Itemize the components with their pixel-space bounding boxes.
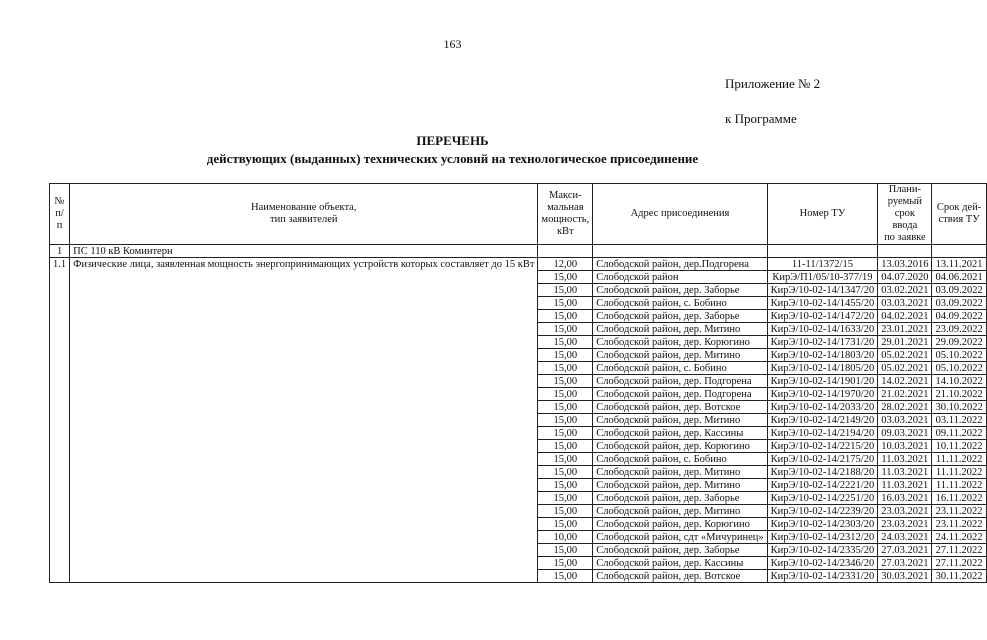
address-cell: Слободской район, дер. Вотское: [593, 570, 767, 583]
validity-date-cell: 29.09.2022: [932, 336, 986, 349]
validity-date-cell: 04.06.2021: [932, 271, 986, 284]
validity-date-cell: 11.11.2022: [932, 453, 986, 466]
power-cell: 15,00: [538, 570, 593, 583]
power-cell: 15,00: [538, 349, 593, 362]
validity-date-cell: 10.11.2022: [932, 440, 986, 453]
tu-number-cell: КирЭ/10-02-14/1970/20: [767, 388, 878, 401]
planned-date-cell: 23.03.2021: [878, 518, 932, 531]
tu-number-cell: КирЭ/10-02-14/1803/20: [767, 349, 878, 362]
address-cell: Слободской район, дер. Митино: [593, 349, 767, 362]
address-cell: Слободской район, дер.Подгорена: [593, 258, 767, 271]
validity-date-cell: 30.10.2022: [932, 401, 986, 414]
power-cell: 15,00: [538, 323, 593, 336]
address-cell: Слободской район, дер. Митино: [593, 323, 767, 336]
empty-cell: [767, 245, 878, 258]
document-subtitle: действующих (выданных) технических условий на технологическое присоединение: [206, 151, 699, 166]
header-planned-line: Плани-: [888, 184, 921, 195]
planned-date-cell: 23.01.2021: [878, 323, 932, 336]
planned-date-cell: 10.03.2021: [878, 440, 932, 453]
address-cell: Слободской район, дер. Вотское: [593, 401, 767, 414]
planned-date-cell: 27.03.2021: [878, 544, 932, 557]
group-num: 1.1: [50, 258, 70, 583]
power-cell: 15,00: [538, 440, 593, 453]
tu-number-cell: КирЭ/10-02-14/2033/20: [767, 401, 878, 414]
address-cell: Слободской район, дер. Митино: [593, 414, 767, 427]
appendix-label: Приложение № 2: [725, 76, 821, 91]
tu-number-cell: 11-11/1372/15: [767, 258, 878, 271]
header-num-line: №: [54, 196, 65, 207]
address-cell: Слободской район, дер. Заборье: [593, 544, 767, 557]
address-cell: Слободской район, дер. Подгорена: [593, 388, 767, 401]
tu-number-cell: КирЭ/10-02-14/1633/20: [767, 323, 878, 336]
header-validity-line: ствия ТУ: [938, 214, 980, 225]
power-cell: 15,00: [538, 310, 593, 323]
power-cell: 15,00: [538, 557, 593, 570]
address-cell: Слободской район: [593, 271, 767, 284]
planned-date-cell: 04.07.2020: [878, 271, 932, 284]
header-planned-date: [878, 184, 932, 245]
power-cell: 15,00: [538, 375, 593, 388]
tu-number-cell: КирЭ/10-02-14/2335/20: [767, 544, 878, 557]
validity-date-cell: 13.11.2021: [932, 258, 986, 271]
header-tu-number: Номер ТУ: [767, 184, 878, 245]
validity-date-cell: 03.09.2022: [932, 297, 986, 310]
address-cell: Слободской район, дер. Заборье: [593, 284, 767, 297]
tu-number-cell: КирЭ/10-02-14/2215/20: [767, 440, 878, 453]
header-planned-line: срок ввода: [892, 208, 918, 231]
header-name-line: Наименование объекта,: [251, 202, 357, 213]
planned-date-cell: 03.03.2021: [878, 297, 932, 310]
header-power-line: Макси-: [549, 190, 582, 201]
tu-number-cell: КирЭ/10-02-14/1347/20: [767, 284, 878, 297]
planned-date-cell: 05.02.2021: [878, 362, 932, 375]
planned-date-cell: 09.03.2021: [878, 427, 932, 440]
tu-number-cell: КирЭ/10-02-14/2251/20: [767, 492, 878, 505]
planned-date-cell: 28.02.2021: [878, 401, 932, 414]
address-cell: Слободской район, с. Бобино: [593, 362, 767, 375]
address-cell: Слободской район, дер. Подгорена: [593, 375, 767, 388]
validity-date-cell: 16.11.2022: [932, 492, 986, 505]
power-cell: 15,00: [538, 492, 593, 505]
power-cell: 10,00: [538, 531, 593, 544]
validity-date-cell: 03.09.2022: [932, 284, 986, 297]
power-cell: 15,00: [538, 297, 593, 310]
validity-date-cell: 27.11.2022: [932, 557, 986, 570]
planned-date-cell: 03.03.2021: [878, 414, 932, 427]
header-validity: [932, 184, 986, 245]
address-cell: Слободской район, дер. Заборье: [593, 310, 767, 323]
header-num-line: п/п: [55, 208, 64, 231]
tu-number-cell: КирЭ/10-02-14/2312/20: [767, 531, 878, 544]
power-cell: 15,00: [538, 518, 593, 531]
power-cell: 15,00: [538, 479, 593, 492]
header-planned-line: руемый: [887, 196, 922, 207]
tu-number-cell: КирЭ/10-02-14/2175/20: [767, 453, 878, 466]
planned-date-cell: 27.03.2021: [878, 557, 932, 570]
address-cell: Слободской район, дер. Корюгино: [593, 440, 767, 453]
power-cell: 15,00: [538, 284, 593, 297]
planned-date-cell: 04.02.2021: [878, 310, 932, 323]
address-cell: Слободской район, дер. Кассины: [593, 557, 767, 570]
power-cell: 15,00: [538, 336, 593, 349]
tu-number-cell: КирЭ/10-02-14/1731/20: [767, 336, 878, 349]
address-cell: Слободской район, дер. Митино: [593, 479, 767, 492]
header-power: [538, 184, 593, 245]
power-cell: 15,00: [538, 401, 593, 414]
validity-date-cell: 04.09.2022: [932, 310, 986, 323]
planned-date-cell: 11.03.2021: [878, 453, 932, 466]
power-cell: 15,00: [538, 362, 593, 375]
address-cell: Слободской район, с. Бобино: [593, 297, 767, 310]
group-name: Физические лица, заявленная мощность энергопринимающих устройств которых составляет до 15 кВт: [70, 258, 538, 583]
power-cell: 15,00: [538, 453, 593, 466]
planned-date-cell: 05.02.2021: [878, 349, 932, 362]
address-cell: Слободской район, дер. Корюгино: [593, 518, 767, 531]
section-row: [50, 245, 987, 258]
tu-registry-table: [49, 183, 987, 583]
document-title: ПЕРЕЧЕНЬ: [416, 133, 489, 148]
address-cell: Слободской район, сдт «Мичуринец»: [593, 531, 767, 544]
address-cell: Слободской район, с. Бобино: [593, 453, 767, 466]
address-cell: Слободской район, дер. Корюгино: [593, 336, 767, 349]
header-num: [50, 184, 70, 245]
header-name: [70, 184, 538, 245]
tu-number-cell: КирЭ/10-02-14/1901/20: [767, 375, 878, 388]
address-cell: Слободской район, дер. Заборье: [593, 492, 767, 505]
planned-date-cell: 11.03.2021: [878, 479, 932, 492]
power-cell: 15,00: [538, 427, 593, 440]
empty-cell: [593, 245, 767, 258]
power-cell: 15,00: [538, 388, 593, 401]
tu-number-cell: КирЭ/10-02-14/2303/20: [767, 518, 878, 531]
tu-number-cell: КирЭ/10-02-14/1805/20: [767, 362, 878, 375]
validity-date-cell: 03.11.2022: [932, 414, 986, 427]
power-cell: 12,00: [538, 258, 593, 271]
address-cell: Слободской район, дер. Митино: [593, 505, 767, 518]
section-title: ПС 110 кВ Коминтерн: [70, 245, 538, 258]
tu-number-cell: КирЭ/10-02-14/2149/20: [767, 414, 878, 427]
address-cell: Слободской район, дер. Митино: [593, 466, 767, 479]
address-cell: Слободской район, дер. Кассины: [593, 427, 767, 440]
validity-date-cell: 27.11.2022: [932, 544, 986, 557]
table-row: [50, 258, 987, 271]
power-cell: 15,00: [538, 505, 593, 518]
empty-cell: [932, 245, 986, 258]
validity-date-cell: 11.11.2022: [932, 466, 986, 479]
power-cell: 15,00: [538, 466, 593, 479]
validity-date-cell: 24.11.2022: [932, 531, 986, 544]
header-power-line: мощность,: [541, 214, 590, 225]
power-cell: 15,00: [538, 544, 593, 557]
planned-date-cell: 14.02.2021: [878, 375, 932, 388]
planned-date-cell: 13.03.2016: [878, 258, 932, 271]
tu-number-cell: КирЭ/10-02-14/2331/20: [767, 570, 878, 583]
planned-date-cell: 03.02.2021: [878, 284, 932, 297]
planned-date-cell: 21.02.2021: [878, 388, 932, 401]
tu-number-cell: КирЭ/10-02-14/2188/20: [767, 466, 878, 479]
power-cell: 15,00: [538, 271, 593, 284]
validity-date-cell: 11.11.2022: [932, 479, 986, 492]
tu-number-cell: КирЭ/10-02-14/1455/20: [767, 297, 878, 310]
tu-number-cell: КирЭ/10-02-14/2239/20: [767, 505, 878, 518]
header-planned-line: по заявке: [884, 232, 926, 243]
header-power-line: кВт: [556, 226, 574, 237]
header-power-line: мальная: [547, 202, 584, 213]
planned-date-cell: 16.03.2021: [878, 492, 932, 505]
planned-date-cell: 11.03.2021: [878, 466, 932, 479]
validity-date-cell: 05.10.2022: [932, 362, 986, 375]
validity-date-cell: 30.11.2022: [932, 570, 986, 583]
empty-cell: [878, 245, 932, 258]
validity-date-cell: 14.10.2022: [932, 375, 986, 388]
validity-date-cell: 23.09.2022: [932, 323, 986, 336]
page-number: 163: [443, 37, 462, 51]
tu-number-cell: КирЭ/10-02-14/2221/20: [767, 479, 878, 492]
tu-number-cell: КирЭ/10-02-14/2194/20: [767, 427, 878, 440]
validity-date-cell: 09.11.2022: [932, 427, 986, 440]
empty-cell: [538, 245, 593, 258]
validity-date-cell: 23.11.2022: [932, 518, 986, 531]
header-validity-line: Срок дей-: [936, 202, 982, 213]
planned-date-cell: 30.03.2021: [878, 570, 932, 583]
program-label: к Программе: [725, 111, 797, 126]
header-name-line: тип заявителей: [270, 214, 338, 225]
planned-date-cell: 23.03.2021: [878, 505, 932, 518]
planned-date-cell: 29.01.2021: [878, 336, 932, 349]
validity-date-cell: 23.11.2022: [932, 505, 986, 518]
power-cell: 15,00: [538, 414, 593, 427]
header-address: Адрес присоединения: [593, 184, 767, 245]
planned-date-cell: 24.03.2021: [878, 531, 932, 544]
validity-date-cell: 21.10.2022: [932, 388, 986, 401]
tu-number-cell: КирЭ/П1/05/10-377/19: [767, 271, 878, 284]
tu-number-cell: КирЭ/10-02-14/2346/20: [767, 557, 878, 570]
validity-date-cell: 05.10.2022: [932, 349, 986, 362]
section-num: 1: [50, 245, 70, 258]
tu-number-cell: КирЭ/10-02-14/1472/20: [767, 310, 878, 323]
table-header-row: [50, 184, 987, 245]
